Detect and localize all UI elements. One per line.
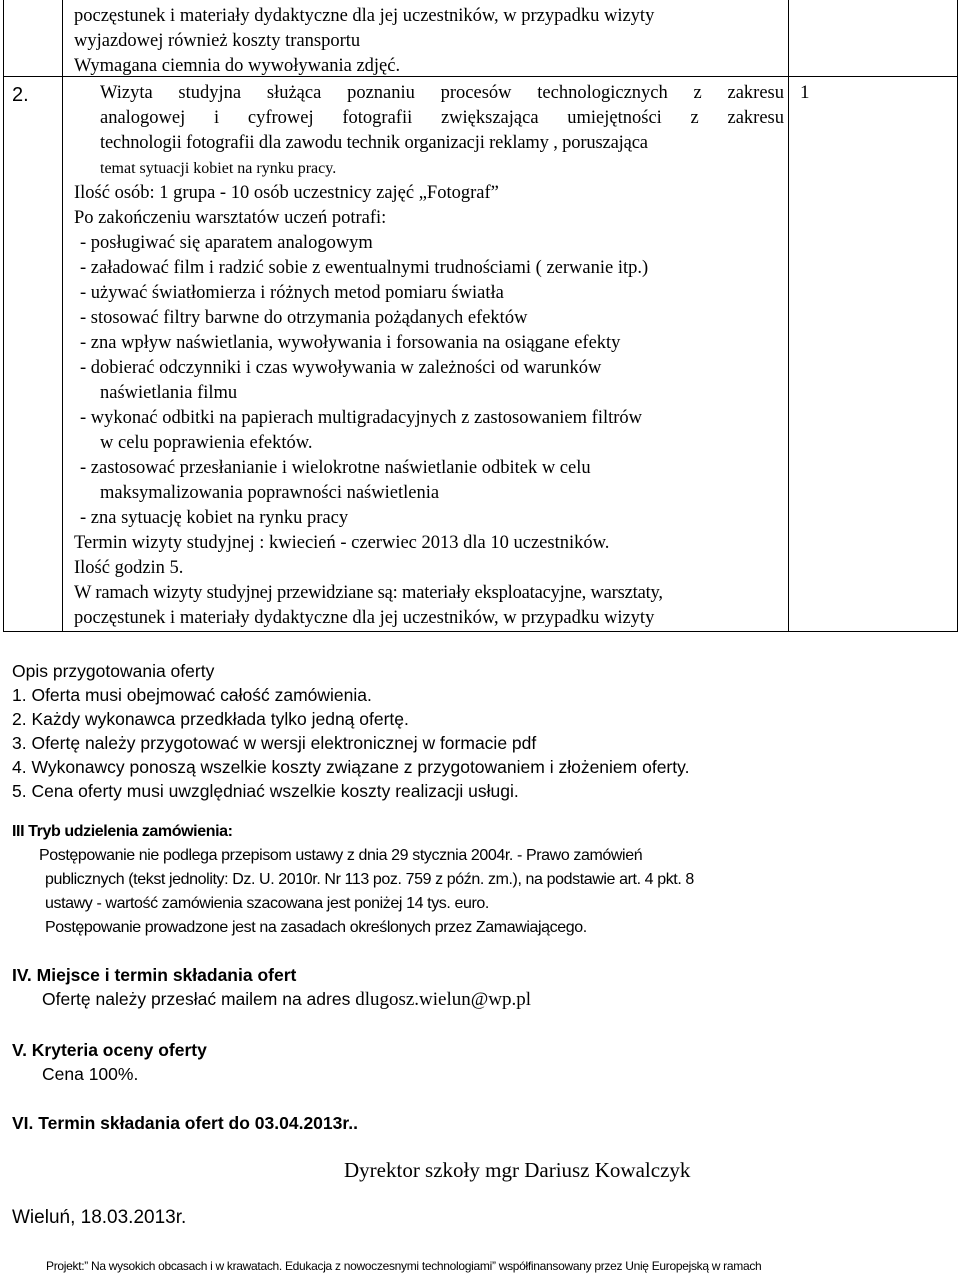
section-3-line: Postępowanie nie podlega przepisom ustawy z dnia 29 stycznia 2004r. - Prawo zamówień (39, 847, 643, 864)
section-3-line: publicznych (tekst jednolity: Dz. U. 2010r. Nr 113 poz. 759 z późn. zm.), na podstawie art. 4 pkt. 8 (45, 871, 694, 888)
table-row-number: 2. (12, 84, 29, 106)
section-5 (12, 1038, 207, 1086)
description-line: technologii fotografii dla zawodu technik organizacji reklamy , poruszająca (100, 133, 648, 153)
outcome-item: - załadować film i radzić sobie z ewentualnymi trudnościami ( zerwanie itp.) (80, 258, 649, 278)
outcomes-intro: Po zakończeniu warsztatów uczeń potrafi: (74, 208, 387, 228)
section-5-line: Cena 100%. (42, 1064, 139, 1084)
outcome-item: - zna sytuację kobiet na rynku pracy (80, 508, 349, 528)
section-3-heading: III Tryb udzielenia zamówienia: (12, 823, 233, 840)
section-4-heading: IV. Miejsce i termin składania ofert (12, 965, 297, 985)
offer-prep-section (12, 659, 689, 803)
section-3-line: Postępowanie prowadzone jest na zasadach określonych przez Zamawiającego. (45, 919, 587, 936)
outcome-item: - wykonać odbitki na papierach multigradacyjnych z zastosowaniem filtrów (80, 408, 643, 428)
section-6-heading: VI. Termin składania ofert do 03.04.2013r.. (12, 1113, 358, 1133)
table-divider-2 (788, 0, 789, 631)
outcome-item-continued: w celu poprawienia efektów. (100, 433, 313, 453)
section-5-heading: V. Kryteria oceny oferty (12, 1040, 207, 1060)
description-line: analogowej i cyfrowej fotografii zwiększająca umiejętności z zakresu (100, 108, 784, 128)
section-4 (12, 963, 531, 1012)
footer: Projekt:” Na wysokich obcasach i w krawatach. Edukacja z nowoczesnymi technologiami” współfinansowany przez Unię Europejską w ramach (46, 1259, 762, 1273)
outcome-item: - dobierać odczynniki i czas wywoływania w zależności od warunków (80, 358, 602, 378)
table-line: wyjazdowej również koszty transportu (74, 31, 361, 51)
table-quantity: 1 (800, 82, 810, 103)
last-line: poczęstunek i materiały dydaktyczne dla jej uczestników, w przypadku wizyty (74, 608, 655, 628)
outcome-item-continued: maksymalizowania poprawności naświetlenia (100, 483, 440, 503)
section-6 (12, 1111, 358, 1135)
offer-prep-item: 2. Każdy wykonawca przedkłada tylko jedną ofertę. (12, 709, 409, 729)
outcome-item-continued: naświetlania filmu (100, 383, 238, 403)
table-line: poczęstunek i materiały dydaktyczne dla jej uczestników, w przypadku wizyty (74, 6, 655, 26)
hours-line: Ilość godzin 5. (74, 558, 184, 578)
email-address: dlugosz.wielun@wp.pl (355, 989, 532, 1010)
place-date: Wieluń, 18.03.2013r. (12, 1207, 187, 1228)
offer-prep-heading: Opis przygotowania oferty (12, 661, 215, 681)
participants-line: Ilość osób: 1 grupa - 10 osób uczestnicy zajęć „Fotograf” (74, 183, 499, 203)
outcome-item: - zna wpływ naświetlania, wywoływania i forsowania na osiągane efekty (80, 333, 621, 353)
description-line: Wizyta studyjna służąca poznaniu procesów technologicznych z zakresu (100, 83, 784, 103)
outcome-item: - używać światłomierza i różnych metod pomiaru światła (80, 283, 504, 303)
outcome-item: - posługiwać się aparatem analogowym (80, 233, 373, 253)
section-3-line: ustawy - wartość zamówienia szacowana jest poniżej 14 tys. euro. (45, 895, 489, 912)
offer-prep-item: 5. Cena oferty musi uwzględniać wszelkie koszty realizacji usługi. (12, 781, 519, 801)
table-line: Wymagana ciemnia do wywoływania zdjęć. (74, 56, 401, 76)
term-line: Termin wizyty studyjnej : kwiecień - czerwiec 2013 dla 10 uczestników. (74, 533, 610, 553)
section-3 (12, 820, 694, 940)
description-line: temat sytuacji kobiet na rynku pracy. (100, 160, 337, 177)
offer-prep-item: 3. Ofertę należy przygotować w wersji elektronicznej w formacie pdf (12, 733, 537, 753)
table-row-1-description (74, 4, 784, 79)
table-border-left (3, 0, 4, 631)
section-4-text: Ofertę należy przesłać mailem na adres (42, 989, 356, 1009)
outcome-item: - zastosować przesłanianie i wielokrotne naświetlanie odbitek w celu (80, 458, 591, 478)
signature: Dyrektor szkoły mgr Dariusz Kowalczyk (344, 1158, 691, 1182)
table-divider-1 (62, 0, 63, 631)
table-border-bottom (3, 631, 958, 632)
outcome-item: - stosować filtry barwne do otrzymania pożądanych efektów (80, 308, 528, 328)
offer-prep-item: 1. Oferta musi obejmować całość zamówienia. (12, 685, 372, 705)
offer-prep-item: 4. Wykonawcy ponoszą wszelkie koszty związane z przygotowaniem i złożeniem oferty. (12, 757, 690, 777)
section-4-line (12, 987, 531, 1012)
includes-line: W ramach wizyty studyjnej przewidziane są: materiały eksploatacyjne, warsztaty, (74, 583, 663, 603)
table-border-right (957, 0, 958, 631)
table-row-2-description (74, 81, 784, 631)
